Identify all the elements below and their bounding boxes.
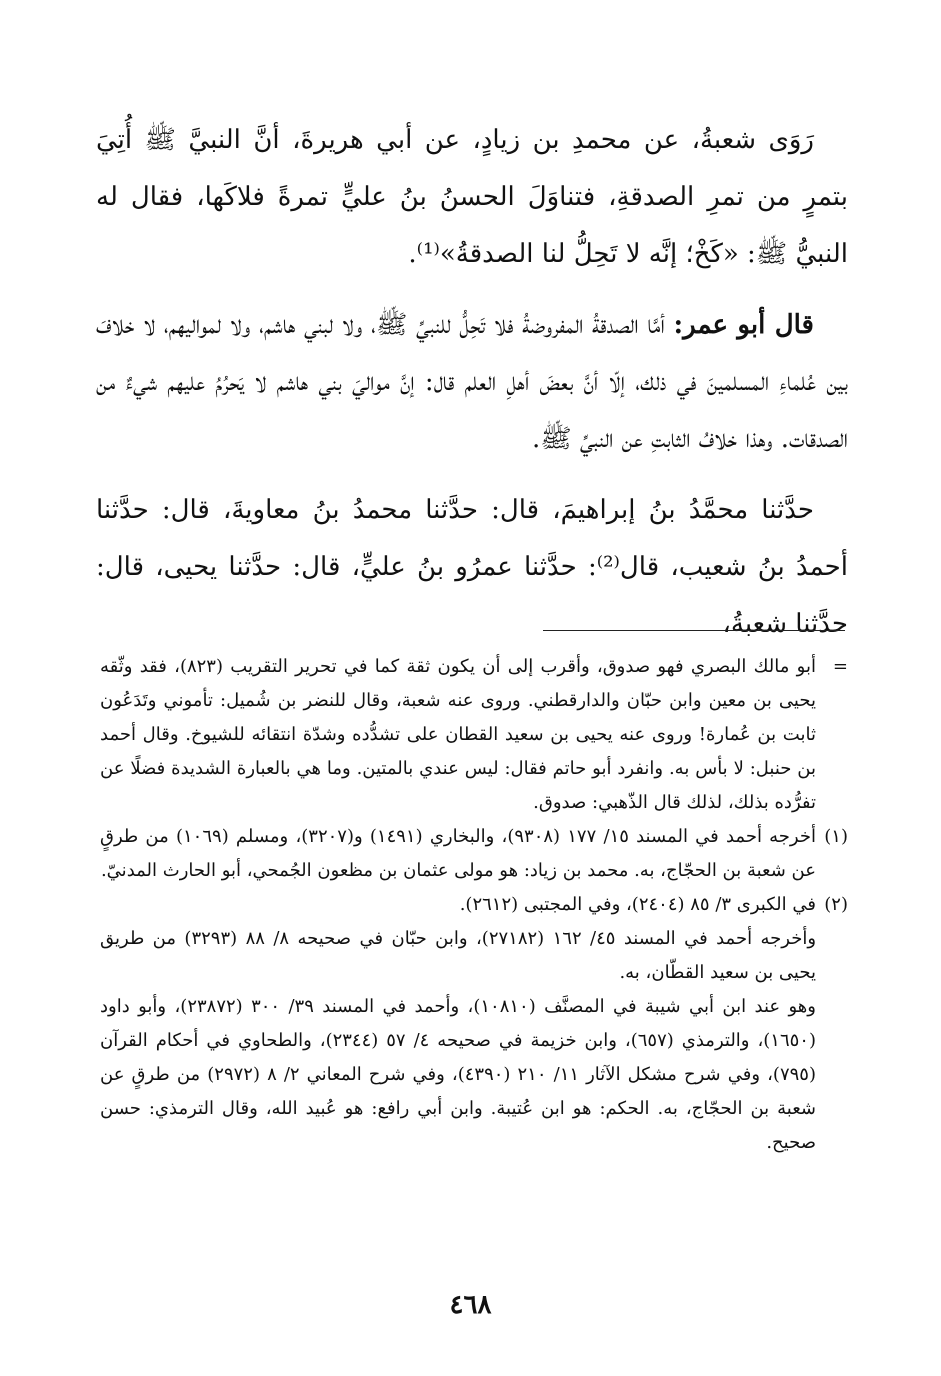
footnote-2-part-2: وهو عند ابن أبي شيبة في المصنَّف (١٠٨١٠)، وأحمد في المسند ٣٩/ ٣٠٠ (٢٣٨٧٢)، وأبو داود (١٦٥٠)، والترمذي (٦٥٧)، وابن خزيمة في صحيحه ٤/ ٥٧ (٢٣٤٤)، والطحاوي في أحكام القرآن (٧٩٥)، وفي شرح مشكل الآثار ١١/ ٢١٠ (٤٣٩٠)، وفي شرح المعاني ٢/ ٨ (٢٩٧٢) من طرقٍ عن شعبة بن الحجّاج، به. الحكم: هو ابن عُتيبة. وابن أبي رافع: هو عُبيد الله، وقال الترمذي: حسن صحيح. bbox=[100, 996, 816, 1153]
footnote-2-text: في الكبرى ٣/ ٨٥ (٢٤٠٤)، وفي المجتبى (٢٦١٢). bbox=[459, 894, 816, 915]
main-text bbox=[96, 112, 848, 667]
footnote-separator bbox=[543, 630, 845, 631]
footnote-1-text: أخرجه أحمد في المسند ١٥/ ١٧٧ (٩٣٠٨)، والبخاري (١٤٩١) و(٣٢٠٧)، ومسلم (١٠٦٩) من طرقٍ عن شعبة بن الحجّاج، به. محمد بن زياد: هو مولى عثمان بن مظعون الجُمحي، أبو الحارث المدنيّ. bbox=[100, 826, 816, 881]
footnote-1-mark: (١) bbox=[824, 826, 848, 847]
commentary-text: أمَّا الصدقةُ المفروضةُ فلا تَحِلُّ للنبيِّ ﷺ، ولا لبني هاشم، ولا لمواليهم، لا خلافَ بين عُلماءِ المسلمينَ في ذلك، إلّا أنَّ بعضَ أهلِ العلم قال: إنَّ مواليَ بني هاشم لا يَحرُمُ عليهم شيءٌ من الصدقات. وهذا خلافُ الثابتِ عن النبيِّ ﷺ. bbox=[96, 310, 848, 454]
footnote-2-mark: (٢) bbox=[824, 894, 848, 915]
footnote-2-part-1: وأخرجه أحمد في المسند ٤٥/ ١٦٢ (٢٧١٨٢)، وابن حبّان في صحيحه ٨/ ٨٨ (٣٢٩٣) من طريق يحيى بن سعيد القطّان، به. bbox=[100, 928, 817, 983]
footnote-continued-text: أبو مالك البصري فهو صدوق، وأقرب إلى أن يكون ثقة كما في تحرير التقريب (٨٢٣)، فقد وثّقه يحيى بن معين وابن حبّان والدارقطني. وروى عنه شعبة، وقال للنضر بن شُميل: تأموني وتَدَعُون ثابت بن عُمارة! وروى عنه يحيى بن سعيد القطان على تشدُّده وشدّة انتقائه للشيوخ. وقال أحمد بن حنبل: لا بأس به. وانفرد أبو حاتم فقال: ليس عندي بالمتين. وما هي بالعبارة الشديدة فضلًا عن تفرُّده بذلك، لذلك قال الذّهبي: صدوق. bbox=[100, 656, 816, 813]
footnote-2 bbox=[100, 888, 848, 922]
footnote-continued bbox=[100, 650, 848, 820]
footnotes bbox=[100, 650, 848, 1160]
paragraph-isnad: حدَّثنا محمَّدُ بنُ إبراهيمَ، قال: حدَّثنا محمدُ بنُ معاويةَ، قال: حدَّثنا أحمدُ بنُ شعيب، قال⁽²⁾: حدَّثنا عمرُو بنُ عليٍّ، قال: حدَّثنا يحيى، قال: حدَّثنا شعبةُ، bbox=[96, 495, 848, 639]
speaker-label: قال أبو عمر: bbox=[673, 310, 814, 340]
footnote-1 bbox=[100, 820, 848, 888]
paragraph-commentary bbox=[96, 297, 848, 468]
footnote-continued-mark: = bbox=[832, 656, 848, 677]
paragraph-hadith: رَوَى شعبةُ، عن محمدِ بن زيادٍ، عن أبي هريرةَ، أنَّ النبيَّ ﷺ أُتِيَ بتمرٍ من تمرِ الصدقةِ، فتناوَلَ الحسنُ بنُ عليٍّ تمرةً فلاكَها، فقال له النبيُّ ﷺ: «كَخْ؛ إنَّه لا تَحِلُّ لنا الصدقةُ»⁽¹⁾. bbox=[96, 125, 848, 269]
page-number: ٤٦٨ bbox=[449, 1290, 492, 1320]
